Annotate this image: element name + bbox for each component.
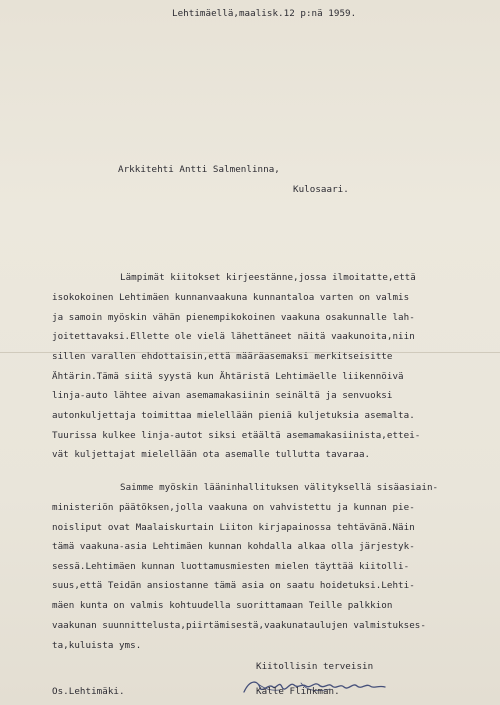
body-line: tämä vaakuna-asia Lehtimäen kunnan kohdalla alkaa olla järjestyk- <box>52 541 415 552</box>
body-line: sillen varallen ehdottaisin,että määräasemaksi merkitseisitte <box>52 351 393 362</box>
signer-name: Kalle Flinkman. <box>256 686 340 697</box>
body-line: mäen kunta on valmis kohtuudella suorittamaan Teille palkkion <box>52 600 393 611</box>
body-line: linja-auto lähtee aivan asemamakasiinin seinältä ja senvuoksi <box>52 390 393 401</box>
body-line: ja samoin myöskin vähän pienempikokoinen vaakuna osakunnalle lah- <box>52 312 415 323</box>
body-line: Lämpimät kiitokset kirjeestänne,jossa ilmoitatte,että <box>120 272 416 283</box>
body-line: isokokoinen Lehtimäen kunnanvaakuna kunnantaloa varten on valmis <box>52 292 410 303</box>
closing: Kiitollisin terveisin <box>256 661 374 672</box>
body-line: autonkuljettaja toimittaa mielellään pieniä kuljetuksia asemalta. <box>52 410 415 421</box>
body-line: ministeriön päätöksen,jolla vaakuna on vahvistettu ja kunnan pie- <box>52 502 415 513</box>
body-line: sessä.Lehtimäen kunnan luottamusmiesten mielen täyttää kiitolli- <box>52 561 410 572</box>
body-line: ta,kuluista yms. <box>52 640 142 651</box>
sender-address: Os.Lehtimäki. <box>52 686 125 697</box>
body-line: Saimme myöskin lääninhallituksen välityksellä sisäasiain- <box>120 482 439 493</box>
body-line: Tuurissa kulkee linja-autot siksi etäältä asemamakasiinista,ettei- <box>52 430 421 441</box>
body-line: vaakunan suunnittelusta,piirtämisestä,vaakunataulujen valmistukses- <box>52 620 426 631</box>
recipient-name: Arkkitehti Antti Salmenlinna, <box>118 164 280 175</box>
body-line: suus,että Teidän ansiostanne tämä asia on saatu hoidetuksi.Lehti- <box>52 580 415 591</box>
body-line: vät kuljettajat mielellään ota asemalle tullutta tavaraa. <box>52 449 371 460</box>
dateline: Lehtimäellä,maalisk.12 p:nä 1959. <box>172 8 357 19</box>
body-line: Ähtärin.Tämä siitä syystä kun Ähtäristä Lehtimäelle liikennöivä <box>52 371 404 382</box>
recipient-place: Kulosaari. <box>293 184 349 195</box>
body-line: joitettavaksi.Ellette ole vielä lähettäneet näitä vaakunoita,niin <box>52 331 415 342</box>
body-line: noisliput ovat Maalaiskurtain Liiton kirjapainossa tehtävänä.Näin <box>52 522 415 533</box>
